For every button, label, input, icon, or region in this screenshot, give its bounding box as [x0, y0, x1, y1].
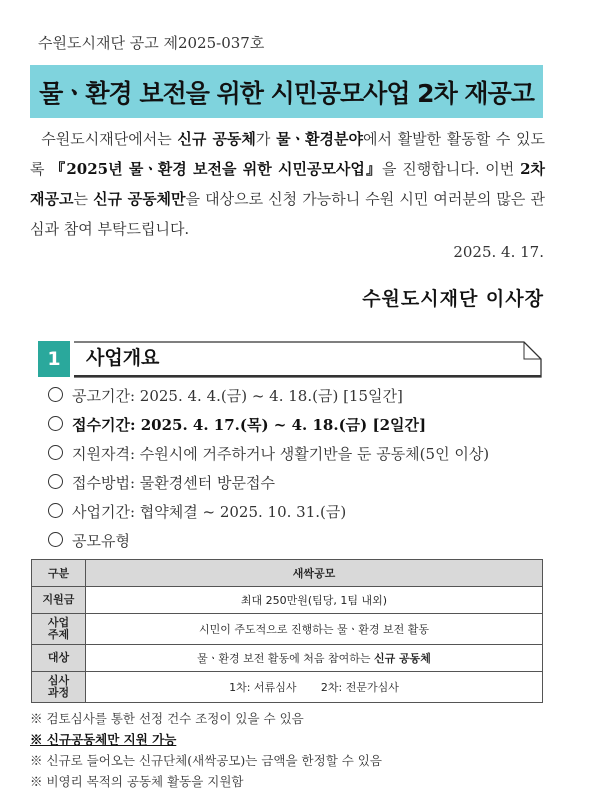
section-header [38, 341, 541, 377]
circle-bullet-icon [48, 474, 63, 489]
list-item: 공고기간: 2025. 4. 4.(금) ~ 4. 18.(금) [15일간] [48, 382, 548, 411]
program-table [31, 559, 543, 703]
intro-emphasis: 2차 재공고 [30, 160, 546, 208]
row-value: 물ㆍ환경 보전 활동에 처음 참여하는 신규 공동체 [86, 645, 543, 672]
intro-text: 수원도시재단에서는 [41, 130, 178, 148]
circle-bullet-icon [48, 416, 63, 431]
intro-text: 을 대상으로 신청 가능하니 수원 시민 여러분의 많은 관심과 참여 부탁드립니다. [30, 190, 545, 238]
intro-emphasis: 『2025년 물ㆍ환경 보전을 위한 시민공모사업』 [50, 160, 382, 178]
note-item: ※ 신규로 들어오는 신규단체(새싹공모)는 금액을 한정할 수 있음 [30, 753, 382, 768]
overview-list [48, 382, 548, 556]
row-value: 시민이 주도적으로 진행하는 물ㆍ환경 보전 활동 [86, 614, 543, 645]
note-item: ※ 검토심사를 통한 선정 건수 조정이 있을 수 있음 [30, 711, 304, 726]
note-item-emphasis: ※ 신규공동체만 지원 가능 [30, 732, 177, 747]
table-row [32, 614, 543, 645]
table-header-cell: 구분 [32, 560, 86, 587]
list-item: 접수방법: 물환경센터 방문접수 [48, 469, 548, 498]
table-header-cell: 새싹공모 [86, 560, 543, 587]
intro-emphasis: 신규 공동체만 [93, 190, 186, 208]
row-value: 최대 250만원(팀당, 1팀 내외) [86, 587, 543, 614]
circle-bullet-icon [48, 387, 63, 402]
section-title: 사업개요 [86, 347, 160, 369]
note-item: ※ 비영리 목적의 공동체 활동을 지원함 [30, 774, 244, 789]
section-number: 1 [38, 341, 70, 377]
row-label: 사업 주제 [32, 614, 86, 645]
notice-number: 수원도시재단 공고 제2025-037호 [38, 34, 265, 52]
circle-bullet-icon [48, 503, 63, 518]
table-row [32, 672, 543, 703]
list-item: 사업기간: 협약체결 ~ 2025. 10. 31.(금) [48, 498, 548, 527]
notice-date: 2025. 4. 17. [453, 243, 544, 261]
intro-text: 에서 활발한 활동할 수 있도록 [30, 130, 545, 178]
intro-emphasis: 물ㆍ환경분야 [276, 130, 364, 148]
intro-text: 가 [255, 130, 277, 148]
intro-emphasis: 신규 공동체 [177, 130, 256, 148]
list-item: 접수기간: 2025. 4. 17.(목) ~ 4. 18.(금) [2일간] [48, 411, 548, 440]
row-label: 심사 과정 [32, 672, 86, 703]
signature: 수원도시재단 이사장 [362, 288, 544, 310]
circle-bullet-icon [48, 445, 63, 460]
circle-bullet-icon [48, 532, 63, 547]
intro-text: 을 진행합니다. 이번 [381, 160, 521, 178]
table-row [32, 587, 543, 614]
page-title: 물ㆍ환경 보전을 위한 시민공모사업 2차 재공고 [39, 78, 534, 108]
table-row [32, 645, 543, 672]
row-value: 1차: 서류심사 2차: 전문가심사 [86, 672, 543, 703]
title-banner [30, 65, 543, 118]
row-label: 지원금 [32, 587, 86, 614]
table-header-row [32, 560, 543, 587]
list-item: 공모유형 [48, 527, 548, 556]
notes-list [30, 708, 550, 792]
intro-paragraph [30, 124, 545, 244]
list-item: 지원자격: 수원시에 거주하거나 생활기반을 둔 공동체(5인 이상) [48, 440, 548, 469]
intro-text: 는 [73, 190, 94, 208]
row-label: 대상 [32, 645, 86, 672]
